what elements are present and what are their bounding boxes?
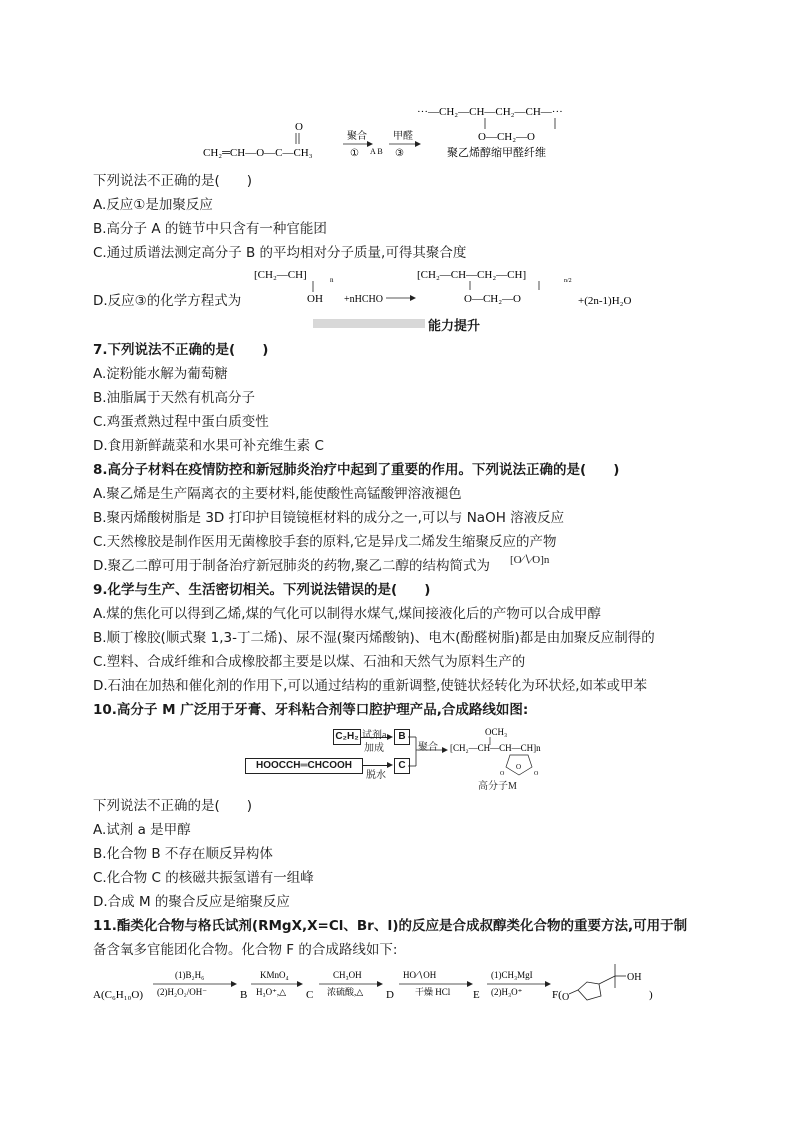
eq-right-ring: O—CH₂—O [464,293,522,305]
q10-stem: 10.高分子 M 广泛用于牙膏、牙科粘合剂等口腔护理产品,合成路线如图: [93,702,529,718]
q8-stem: 8.高分子材料在疫情防控和新冠肺炎治疗中起到了重要的作用。下列说法正确的是( ) [93,462,620,478]
reagent-a-label: 试剂a [362,730,387,741]
top-reaction-scheme [195,102,615,164]
arrow1-top-label: 聚合 [347,131,367,142]
q11-stem-1: 11.酯类化合物与格氏试剂(RMgX,X=Cl、Br、I)的反应是合成叔醇类化合物的重要方法,可用于制 [93,918,688,934]
compound-b: B [240,989,248,1001]
eq-plus-hcho: +nHCHO [344,294,383,305]
section-bar [313,319,425,328]
q11-stem-2: 备含氧多官能团化合物。化合物 F 的合成路线如下: [93,942,398,958]
q7-option-b: B.油脂属于天然有机高分子 [93,390,256,406]
f-close-paren: ) [649,989,653,1001]
step2-bottom: H₃O⁺,△ [256,987,287,997]
step1-top: (1)B₂H₆ [175,970,205,980]
q10-option-b: B.化合物 B 不存在顺反异构体 [93,846,273,862]
q7-option-c: C.鸡蛋煮熟过程中蛋白质变性 [93,414,269,430]
q7-option-d: D.食用新鲜蔬菜和水果可补充维生素 C [93,438,324,454]
svg-text:O: O [516,763,522,771]
compound-e: E [473,989,480,1001]
carbonyl-oxygen: O [295,121,303,133]
q9-stem: 9.化学与生产、生活密切相关。下列说法错误的是( ) [93,582,431,598]
q8-option-a: A.聚乙烯是生产隔离衣的主要材料,能使酸性高锰酸钾溶液褪色 [93,486,462,502]
addition-label: 加成 [364,743,384,754]
eq-left-chain: [CH₂—CH] [254,269,307,281]
polymer-chain-formula: ···—CH₂—CH—CH₂—CH—··· [417,106,563,118]
step4-bottom: 干燥 HCl [415,987,451,997]
peg-formula: [O∕∖∕O]n [510,554,550,566]
q6-stem: 下列说法不正确的是( ) [93,173,253,189]
acid-box: HOOCCH═CHCOOH [245,758,363,774]
q10-option-a: A.试剂 a 是甲醇 [93,822,191,838]
arrow2-bottom-label: ③ [395,148,404,159]
eq-left-n: n [330,276,334,284]
step2-top: KMnO₄ [260,970,289,980]
eq-right-sub: n/2 [564,278,572,284]
step1-bottom: (2)H₂O₂/OH⁻ [157,987,208,997]
eq-water: +(2n-1)H₂O [578,295,632,307]
q10-option-d: D.合成 M 的聚合反应是缩聚反应 [93,894,290,910]
polymer-name: 聚乙烯醇缩甲醛纤维 [447,147,546,159]
q7-option-a: A.淀粉能水解为葡萄糖 [93,366,228,382]
q6-option-a: A.反应①是加聚反应 [93,197,213,213]
step5-bottom: (2)H₃O⁺ [491,987,523,997]
step3-bottom: 浓硫酸,△ [327,987,364,997]
arrow2-top-label: 甲醛 [393,131,413,142]
f-keto-o: O [562,992,570,1003]
q11-synthesis-route [93,962,693,1010]
q8-option-c: C.天然橡胶是制作医用无菌橡胶手套的原料,它是异戊二烯发生缩聚反应的产物 [93,534,557,550]
arrow1-bottom-label: ① [350,148,359,159]
compound-c: C [306,989,314,1001]
q6-equation [252,264,692,314]
intermediate-ab: A B [370,147,383,156]
q6-option-b: B.高分子 A 的链节中只含有一种官能团 [93,221,327,237]
svg-text:O: O [500,771,505,777]
polymer-ring-formula: O—CH₂—O [478,131,536,143]
svg-text:O: O [534,771,539,777]
section-title: 能力提升 [428,319,481,334]
step5-top: (1)CH₃MgI [491,970,533,980]
q7-stem: 7.下列说法不正确的是( ) [93,342,269,358]
polymerize-label: 聚合 [418,742,438,753]
eq-right-chain: [CH₂—CH—CH₂—CH] [417,269,527,281]
polymer-m-chain: [CH₂—CH—CH—CH]n [450,743,541,753]
q9-option-c: C.塑料、合成纤维和合成橡胶都主要是以煤、石油和天然气为原料生产的 [93,654,526,670]
polymerization-connector [408,730,448,776]
polymer-m-label: 高分子M [478,781,517,792]
q8-option-b: B.聚丙烯酸树脂是 3D 打印护目镜镜框材料的成分之一,可以与 NaOH 溶液反应 [93,510,565,526]
q9-option-d: D.石油在加热和催化剂的作用下,可以通过结构的重新调整,使链状烃转化为环状烃,如苯或甲苯 [93,678,648,694]
q9-option-a: A.煤的焦化可以得到乙烯,煤的气化可以制得水煤气,煤间接液化后的产物可以合成甲醇 [93,606,601,622]
compound-f: F( [552,989,562,1001]
c2h2-box: C₂H₂ [333,729,361,745]
compound-d: D [386,989,394,1001]
eq-left-oh: OH [307,293,323,305]
q8-option-d: D.聚乙二醇可用于制备治疗新冠肺炎的药物,聚乙二醇的结构简式为 [93,558,490,574]
arrow-addition [361,737,391,738]
polymer-och3: OCH₃ [485,727,508,737]
vinyl-acetate-formula: CH₂═CH—O—C—CH₃ [203,147,313,159]
dehydrate-label: 脱水 [366,770,386,781]
compound-c-box: C [394,758,410,774]
compound-b-box: B [394,729,410,745]
q6-option-c: C.通过质谱法测定高分子 B 的平均相对分子质量,可得其聚合度 [93,245,467,261]
q10-option-c: C.化合物 C 的核磁共振氢谱有一组峰 [93,870,314,886]
f-hydroxyl: OH [627,972,642,983]
compound-a: A(C₆H₁₀O) [93,989,143,1001]
q6-option-d: D.反应③的化学方程式为 [93,293,242,309]
step4-top: HO∕∖OH [403,970,437,980]
q9-option-b: B.顺丁橡胶(顺式聚 1,3-丁二烯)、尿不湿(聚丙烯酸钠)、电木(酚醛树脂)都是由加聚反应制得的 [93,630,655,646]
step3-top: CH₃OH [333,970,362,980]
q10-question: 下列说法不正确的是( ) [93,798,253,814]
